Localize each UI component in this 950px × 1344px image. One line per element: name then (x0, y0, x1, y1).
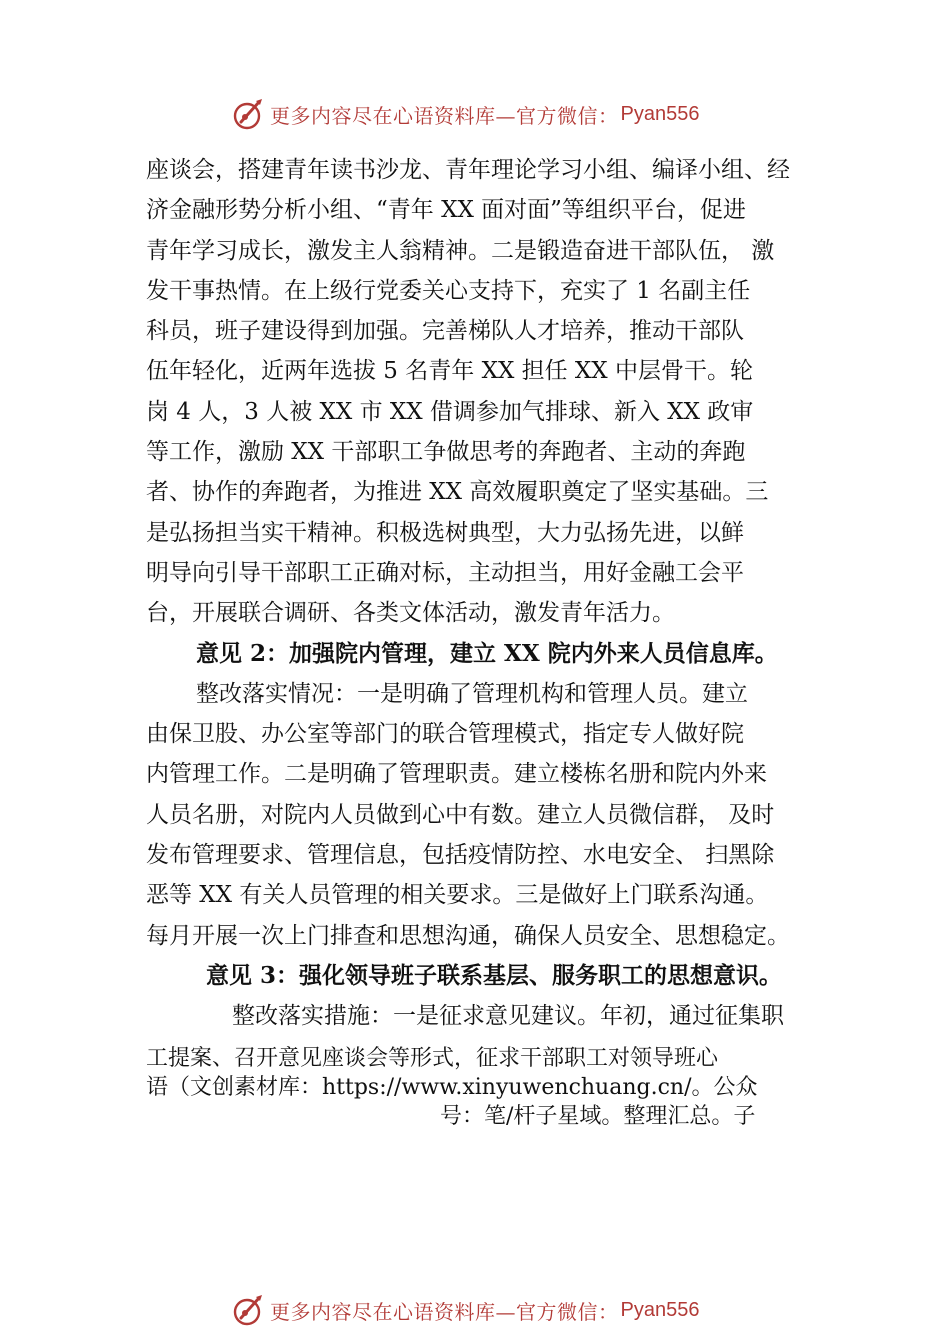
text-line: 座谈会，搭建青年读书沙龙、青年理论学习小组、编译小组、经 (146, 157, 790, 183)
text-line: 内管理工作。二是明确了管理职责。建立楼栋名册和院内外来 (146, 761, 767, 788)
text-line: 青年学习成长，激发主人翁精神。二是锻造奋进干部队伍， 激 (146, 237, 775, 264)
text-line: 发布管理要求、管理信息，包括疫情防控、水电安全、 扫黑除 (146, 842, 775, 869)
text-line: 整改落实措施：一是征求意见建议。年初，通过征集职 (232, 1003, 784, 1030)
text-line: 者、协作的奔跑者，为推进 XX 高效履职奠定了坚实基础。三 (146, 479, 769, 506)
pen-logo-icon (232, 97, 266, 131)
text-line: 发干事热情。在上级行党委关心支持下，充实了 1 名副主任 (146, 277, 751, 304)
text-line: 由保卫股、办公室等部门的联合管理模式，指定专人做好院 (146, 721, 744, 748)
text-line: 等工作，激励 XX 干部职工争做思考的奔跑者、主动的奔跑 (146, 439, 746, 466)
text-line: 台，开展联合调研、各类文体活动，激发青年活力。 (146, 600, 675, 627)
text-line: 科员，班子建设得到加强。完善梯队人才培养，推动干部队 (146, 318, 744, 345)
watermark-text: 更多内容尽在心语资料库—官方微信： (270, 1299, 619, 1324)
watermark-id: Pyan556 (620, 1298, 700, 1321)
text-line: 是弘扬担当实干精神。积极选树典型，大力弘扬先进，以鲜 (146, 519, 744, 546)
text-line: 人员名册，对院内人员做到心中有数。建立人员微信群， 及时 (146, 801, 775, 828)
text-line: 工提案、召开意见座谈会等形式，征求干部职工对领导班心 (146, 1046, 719, 1071)
text-line: 语（文创素材库：https://www.xinyuwenchuang.cn/。公众 (146, 1075, 758, 1100)
section-heading-3: 意见 3：强化领导班子联系基层、服务职工的思想意识。 (206, 961, 783, 989)
text-line: 号：笔/杆子星域。整理汇总。子 (440, 1104, 756, 1129)
text-line: 伍年轻化，近两年选拔 5 名青年 XX 担任 XX 中层骨干。轮 (146, 358, 753, 385)
watermark-text: 更多内容尽在心语资料库—官方微信： (270, 103, 619, 128)
text-line: 每月开展一次上门排查和思想沟通，确保人员安全、思想稳定。 (146, 922, 790, 949)
pen-logo-icon (232, 1293, 266, 1327)
body-paragraph-1 (146, 150, 832, 1037)
text-line: 济金融形势分析小组、“青年 XX 面对面”等组织平台，促进 (146, 197, 746, 224)
watermark-id: Pyan556 (620, 102, 700, 125)
text-line: 整改落实情况：一是明确了管理机构和管理人员。建立 (196, 680, 748, 707)
text-line: 恶等 XX 有关人员管理的相关要求。三是做好上门联系沟通。 (146, 882, 769, 909)
section-heading-2: 意见 2：加强院内管理，建立 XX 院内外来人员信息库。 (196, 639, 778, 667)
text-line: 明导向引导干部职工正确对标，主动担当，用好金融工会平 (146, 559, 744, 586)
header-watermark (232, 97, 699, 131)
text-line: 岗 4 人，3 人被 XX 市 XX 借调参加气排球、新入 XX 政审 (146, 398, 754, 425)
footer-watermark (232, 1293, 699, 1327)
